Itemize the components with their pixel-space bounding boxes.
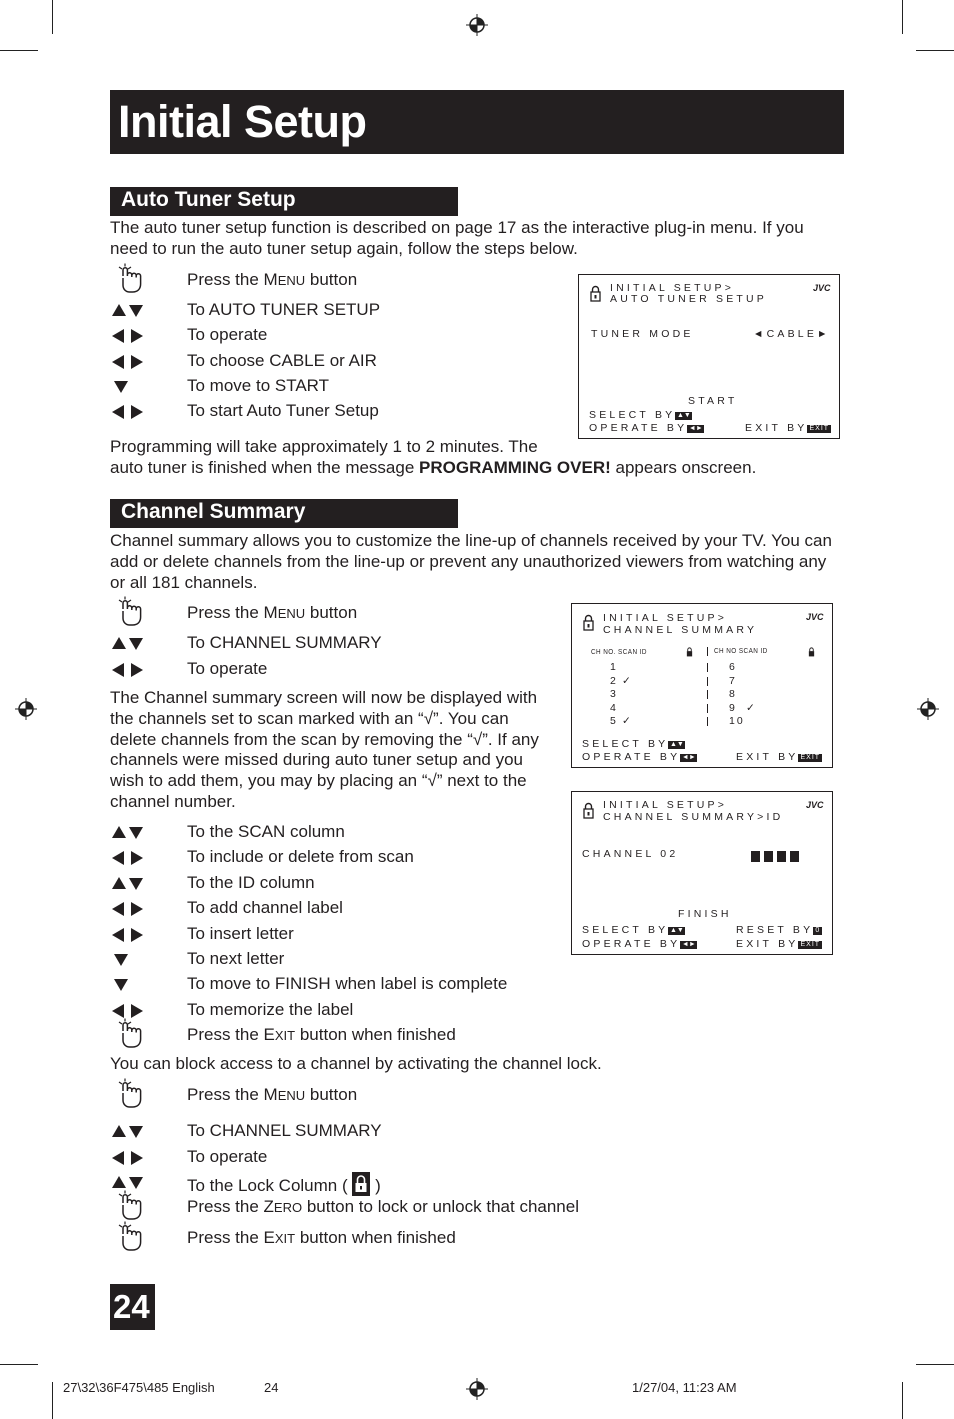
crop-mark xyxy=(902,1382,903,1419)
screen-breadcrumb: INITIAL SETUP> xyxy=(603,799,728,811)
step-text xyxy=(187,1085,357,1105)
auto-tuner-heading: Auto Tuner Setup xyxy=(121,188,296,211)
lock-column-icon xyxy=(352,1176,370,1195)
channel-number: 2 xyxy=(610,674,618,687)
tuner-mode-value: ◄CABLE► xyxy=(753,328,831,340)
exit-hint-text: EXIT BY xyxy=(745,422,808,434)
intro-line: need to run the auto tuner setup again, follow the steps below. xyxy=(110,238,578,258)
step-text-part: Press the E xyxy=(187,1025,275,1044)
start-option: START xyxy=(688,395,738,407)
step-text: To AUTO TUNER SETUP xyxy=(187,300,381,319)
screen-title: AUTO TUNER SETUP xyxy=(610,293,767,305)
label-slot xyxy=(777,851,786,862)
step-text-part: button xyxy=(305,1085,358,1104)
operate-hint xyxy=(582,751,697,763)
instruction-step xyxy=(110,399,580,425)
step-text-part: button xyxy=(305,270,358,289)
screen-title: CHANNEL SUMMARY xyxy=(603,624,758,636)
exit-hint-text: EXIT BY xyxy=(736,938,799,950)
instruction-step xyxy=(110,298,580,324)
instruction-step xyxy=(110,1170,580,1196)
step-text: To the SCAN column xyxy=(187,822,345,841)
channel-label-slots xyxy=(751,849,799,867)
body-line: delete channels from the scan by removing the “√”. If any xyxy=(110,729,539,749)
finish-option: FINISH xyxy=(678,908,732,920)
select-hint-text: SELECT BY xyxy=(582,924,669,936)
page-number-box xyxy=(110,1284,155,1330)
button-name-smallcaps: ENU xyxy=(277,606,306,621)
outro-text: appears onscreen. xyxy=(610,457,757,477)
select-hint xyxy=(582,738,685,750)
crop-mark xyxy=(902,0,903,34)
screen-title: CHANNEL SUMMARY>ID xyxy=(603,811,784,823)
step-text: To start Auto Tuner Setup xyxy=(187,401,379,420)
step-text-part: button when finished xyxy=(295,1228,456,1247)
button-name-smallcaps: ERO xyxy=(273,1200,303,1215)
jvc-logo: JVC xyxy=(806,612,824,622)
crop-mark xyxy=(0,50,38,51)
left-right-key-icon: ◄► xyxy=(681,941,696,948)
instruction-step xyxy=(110,871,580,897)
page-number: 24 xyxy=(113,1288,150,1325)
step-text: To CHANNEL SUMMARY xyxy=(187,633,382,652)
step-text: To operate xyxy=(187,1147,268,1166)
page-title: Initial Setup xyxy=(118,96,367,147)
channel-number: 5 xyxy=(610,715,618,727)
step-text-part: Press the M xyxy=(187,270,278,289)
left-right-key-icon: ◄► xyxy=(688,425,703,432)
programming-over-message: PROGRAMMING OVER! xyxy=(419,457,611,477)
jvc-logo: JVC xyxy=(813,283,831,293)
step-text: To next letter xyxy=(187,949,285,968)
registration-mark-icon xyxy=(917,698,939,720)
lock-icon xyxy=(583,614,594,631)
left-column-header: CH NO. SCAN ID xyxy=(591,647,647,656)
lock-icon xyxy=(590,285,601,302)
lock-column-icon xyxy=(808,647,815,657)
channel-number: 10 xyxy=(729,715,745,727)
channel-number: 7 xyxy=(729,674,737,687)
step-text: To CHANNEL SUMMARY xyxy=(187,1121,382,1140)
channel-number: 8 xyxy=(729,688,737,700)
intro-line: Channel summary allows you to customize the line-up of channels received by your TV. You can xyxy=(110,531,832,550)
select-hint-text: SELECT BY xyxy=(589,409,676,421)
exit-hint-text: EXIT BY xyxy=(736,751,799,763)
label-slot xyxy=(790,851,799,862)
screen-breadcrumb: INITIAL SETUP> xyxy=(610,282,735,294)
step-text: To insert letter xyxy=(187,924,294,943)
crop-mark xyxy=(52,0,53,34)
step-text-part: button xyxy=(305,603,358,622)
left-right-arrows-icon xyxy=(110,402,154,428)
instruction-step xyxy=(110,349,580,375)
column-divider xyxy=(707,663,708,672)
auto-tuner-screen xyxy=(578,274,840,439)
exit-hint xyxy=(745,422,831,434)
instruction-step xyxy=(110,1083,580,1109)
column-divider xyxy=(707,647,708,656)
instruction-step xyxy=(110,820,580,846)
instruction-step xyxy=(110,845,580,871)
scan-checkmark: ✓ xyxy=(622,674,633,687)
crop-mark xyxy=(916,50,954,51)
registration-mark-icon xyxy=(466,14,488,36)
jvc-logo: JVC xyxy=(806,800,824,810)
step-text-part: Press the M xyxy=(187,603,278,622)
step-text-part: Press the E xyxy=(187,1228,275,1247)
instruction-step xyxy=(110,631,580,657)
instruction-step xyxy=(110,1226,580,1252)
button-name-smallcaps: ENU xyxy=(277,273,306,288)
intro-line: or all 181 channels. xyxy=(110,572,258,592)
auto-tuner-outro xyxy=(110,437,850,479)
exit-hint xyxy=(736,751,822,763)
column-divider xyxy=(707,704,708,713)
channel-number: 6 xyxy=(729,661,737,673)
crop-mark xyxy=(52,1382,53,1419)
step-text xyxy=(187,603,357,623)
select-hint xyxy=(582,924,685,936)
step-text: To choose CABLE or AIR xyxy=(187,351,377,370)
operate-hint-text: OPERATE BY xyxy=(582,751,681,763)
reset-hint-text: RESET BY xyxy=(736,924,814,936)
step-text: To move to START xyxy=(187,376,330,395)
channel-number: 9 xyxy=(729,701,737,714)
body-line: the channels set to scan marked with an “√”. You can xyxy=(110,708,509,728)
hand-press-icon xyxy=(114,1189,158,1215)
label-slot xyxy=(751,851,760,862)
section-heading-bar xyxy=(110,187,458,216)
label-slot xyxy=(764,851,773,862)
exit-key-icon: EXIT xyxy=(800,754,821,761)
hand-press-icon xyxy=(114,1077,158,1103)
reset-hint xyxy=(736,924,822,936)
step-text-part: Press the Z xyxy=(187,1197,274,1216)
body-line: channels were missed during auto tuner setup and you xyxy=(110,750,523,770)
intro-line: add or delete channels from the line-up or prevent any unauthorized viewers from watching any xyxy=(110,551,827,571)
screen-breadcrumb: INITIAL SETUP> xyxy=(603,612,728,624)
step-text: To operate xyxy=(187,659,268,678)
step-text: To include or delete from scan xyxy=(187,847,414,866)
up-down-key-icon: ▲▼ xyxy=(669,927,684,934)
instruction-step xyxy=(110,374,580,400)
step-text-part: To the Lock Column ( xyxy=(187,1176,353,1195)
footer-date: 1/27/04, 11:23 AM xyxy=(632,1380,737,1395)
channel-number: 3 xyxy=(610,688,618,700)
up-down-key-icon: ▲▼ xyxy=(676,412,691,419)
lock-icon xyxy=(583,802,594,819)
step-text: To operate xyxy=(187,325,268,344)
channel-number: CHANNEL 02 xyxy=(582,848,679,860)
step-text: To memorize the label xyxy=(187,1000,354,1019)
hand-press-icon xyxy=(114,595,158,621)
step-text xyxy=(187,1197,579,1217)
instruction-step xyxy=(110,947,580,973)
hand-press-icon xyxy=(114,262,158,288)
step-text-part: ) xyxy=(370,1176,381,1195)
crop-mark xyxy=(916,1364,954,1365)
operate-hint xyxy=(589,422,704,434)
zero-key-icon: 0 xyxy=(815,927,821,934)
hand-press-icon xyxy=(114,1220,158,1246)
button-name-smallcaps: XIT xyxy=(274,1231,296,1246)
footer-page: 24 xyxy=(264,1380,279,1395)
instruction-step xyxy=(110,922,580,948)
operate-hint xyxy=(582,938,697,950)
left-right-key-icon: ◄► xyxy=(681,754,696,761)
instruction-step xyxy=(110,998,580,1024)
hand-press-icon xyxy=(114,1017,158,1043)
registration-mark-icon xyxy=(15,698,37,720)
button-name-smallcaps: XIT xyxy=(274,1028,296,1043)
column-divider xyxy=(707,690,708,699)
up-down-key-icon: ▲▼ xyxy=(669,741,684,748)
channel-number: 4 xyxy=(610,701,618,714)
operate-hint-text: OPERATE BY xyxy=(589,422,688,434)
right-column-header: CH NO SCAN ID xyxy=(714,646,768,655)
step-text: To move to FINISH when label is complete xyxy=(187,974,508,993)
step-text xyxy=(187,270,357,290)
scan-checkmark: ✓ xyxy=(746,701,757,714)
step-text-part: button when finished xyxy=(295,1025,456,1044)
body-line: The Channel summary screen will now be displayed with xyxy=(110,688,538,707)
step-text: To add channel label xyxy=(187,898,343,917)
channel-number: 1 xyxy=(610,661,618,673)
body-line: wish to add them, you may by placing an “√” next to the xyxy=(110,771,527,791)
scan-checkmark: ✓ xyxy=(622,715,633,727)
instruction-step xyxy=(110,1023,580,1049)
tuner-mode-label: TUNER MODE xyxy=(591,328,694,340)
exit-key-icon: EXIT xyxy=(800,941,821,948)
auto-tuner-intro xyxy=(110,218,850,260)
instruction-step xyxy=(110,268,580,294)
instruction-step xyxy=(110,1195,580,1221)
step-text: To the ID column xyxy=(187,873,315,892)
instruction-step xyxy=(110,972,580,998)
channel-summary-body xyxy=(110,688,560,813)
crop-mark xyxy=(0,1364,38,1365)
instruction-step xyxy=(110,1119,580,1145)
instruction-step xyxy=(110,323,580,349)
exit-key-icon: EXIT xyxy=(809,425,830,432)
channel-id-screen xyxy=(571,791,833,955)
intro-line: The auto tuner setup function is described on page 17 as the interactive plug-in menu. If you xyxy=(110,218,804,237)
step-text-part: Press the M xyxy=(187,1085,278,1104)
step-text xyxy=(187,1025,456,1045)
channel-summary-screen xyxy=(571,603,833,768)
select-hint xyxy=(589,409,692,421)
footer-file: 27\32\36F475\485 English xyxy=(63,1380,215,1395)
column-divider xyxy=(707,717,708,726)
instruction-step xyxy=(110,657,580,683)
step-text xyxy=(187,1172,381,1196)
step-text xyxy=(187,1228,456,1248)
section-heading-bar xyxy=(110,499,458,528)
left-right-arrows-icon xyxy=(110,660,154,686)
outro-text: auto tuner is finished when the message xyxy=(110,457,420,477)
operate-hint-text: OPERATE BY xyxy=(582,938,681,950)
select-hint-text: SELECT BY xyxy=(582,738,669,750)
instruction-step xyxy=(110,1145,580,1171)
exit-hint xyxy=(736,938,822,950)
channel-summary-intro xyxy=(110,531,850,593)
instruction-step xyxy=(110,601,580,627)
page-title-bar xyxy=(110,90,844,154)
lock-column-icon xyxy=(686,647,693,657)
outro-line: Programming will take approximately 1 to 2 minutes. The xyxy=(110,437,538,456)
body-line: channel number. xyxy=(110,791,236,811)
registration-mark-icon xyxy=(466,1378,488,1400)
column-divider xyxy=(707,677,708,686)
button-name-smallcaps: ENU xyxy=(277,1088,306,1103)
instruction-step xyxy=(110,896,580,922)
step-text-part: button to lock or unlock that channel xyxy=(302,1197,579,1216)
channel-summary-heading: Channel Summary xyxy=(121,500,306,523)
lock-intro: You can block access to a channel by activating the channel lock. xyxy=(110,1054,602,1073)
outro-line xyxy=(110,458,850,479)
